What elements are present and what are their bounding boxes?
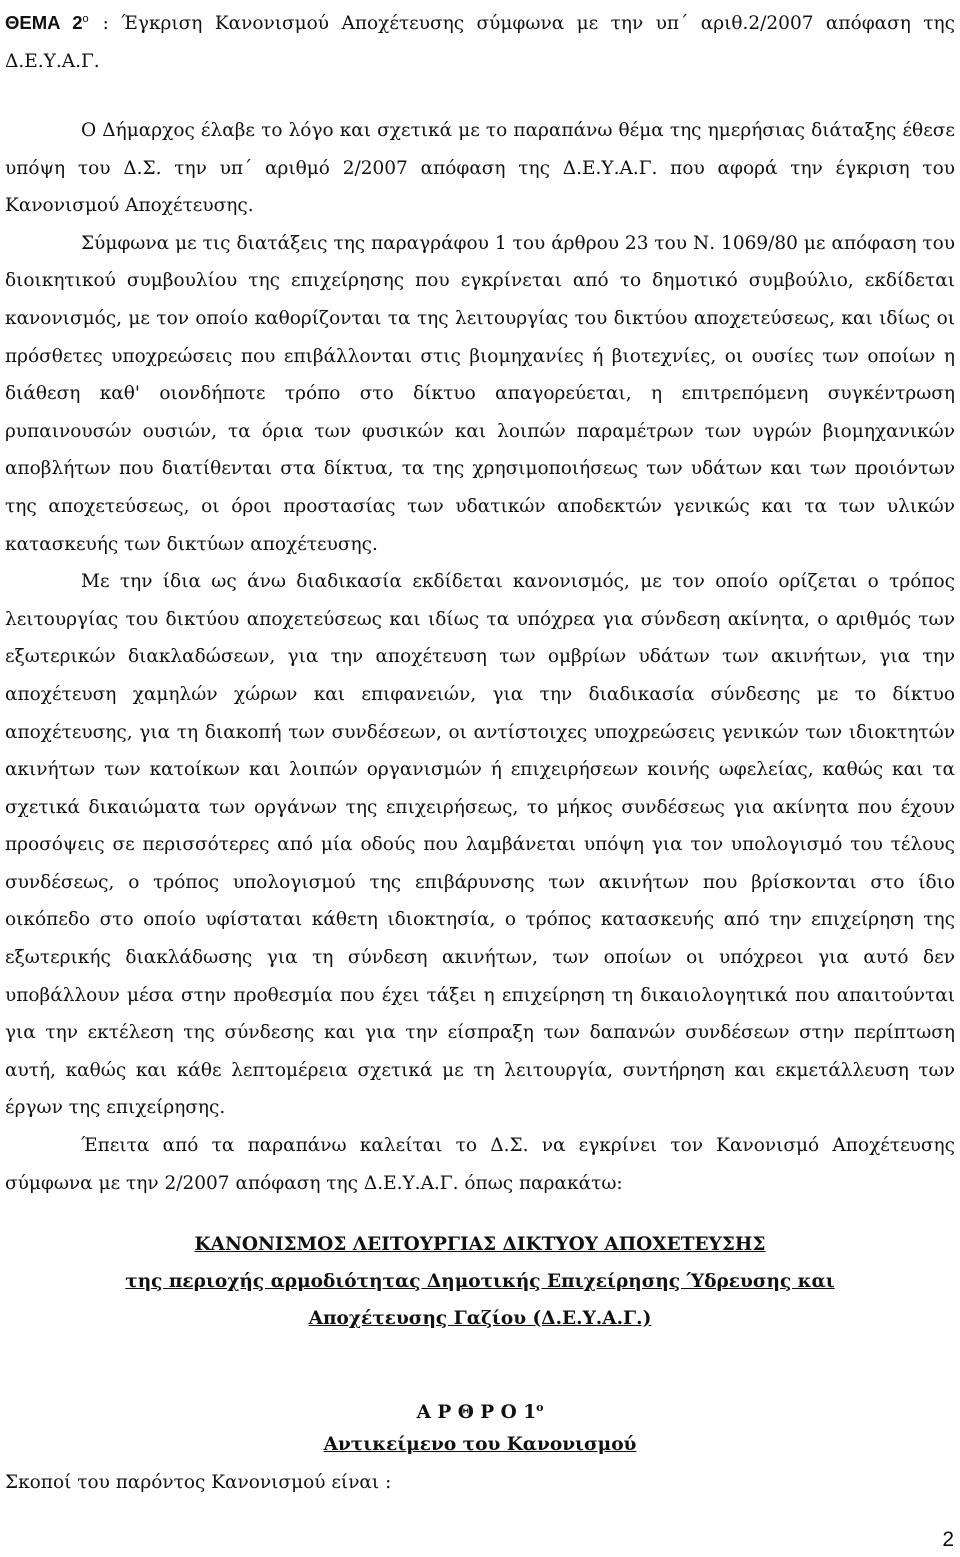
- paragraph-approval: Έπειτα από τα παραπάνω καλείται το Δ.Σ. να εγκρίνει τον Κανονισμό Αποχέτευσης σύμφωνα με την 2/2007 απόφαση της Δ.Ε.Υ.Α.Γ. όπως παρακάτω:: [5, 1135, 955, 1194]
- topic-text: : Έγκριση Κανονισμού Αποχέτευσης σύμφωνα με την υπ΄ αριθ.2/2007 απόφαση της Δ.Ε.Υ.Α.Γ.: [5, 13, 955, 73]
- article-number: Α Ρ Θ Ρ Ο $1^o$: [416, 1401, 544, 1424]
- topic-header: [5, 0, 955, 81]
- paragraph-procedure: Με την ίδια ως άνω διαδικασία εκδίδεται κανονισμός, με τον οποίο ορίζεται ο τρόπος λειτουργίας του δικτύου αποχετεύσεως και ιδίως τα υπόχρεα για σύνδεση ακίνητα, ο αριθμός των εξωτερικών διακλαδώσεων, για την αποχέτευση των ομβρίων υδάτων των ακινήτων, για την αποχέτευση χαμηλών χώρων και επιφανειών, για την διαδικασία σύνδεσης με το δίκτυο αποχέτευσης, για τη διακοπή των συνδέσεων, οι αντίστοιχες υποχρεώσεις γενικών των ιδιοκτητών ακινήτων των κατοίκων και λοιπών οργανισμών ή επιχειρήσεων κοινής ωφελείας, καθώς και τα σχετικά δικαιώματα των οργάνων της επιχειρήσεως, το μήκος συνδέσεως για ακίνητα που έχουν προσόψεις σε περισσότερες από μία οδούς που λαμβάνεται υπόψη για τον υπολογισμό του τέλους συνδέσεως, ο τρόπος υπολογισμού της επιβάρυνσης των ακινήτων που βρίσκονται στο ίδιο οικόπεδο στο οποίο υφίσταται κάθετη ιδιοκτησία, ο τρόπος κατασκευής από την επιχείρηση της εξωτερικής διακλάδωσης για τη σύνδεση ακινήτων, των οποίων οι υπόχρεοι για αυτό δεν υποβάλλουν μέσα στην προθεσμία που έχει τάξει η επιχείρηση τη δικαιολογητικά που απαιτούνται για την εκτέλεση της σύνδεσης και για την είσπραξη των δαπανών συνδέσεων στην περίπτωση αυτή, καθώς και κάθε λεπτομέρεια σχετικά με τη λειτουργία, συντήρηση και εκμετάλλευση των έργων της επιχείρησης.: [5, 571, 955, 1119]
- page-number: 2: [942, 1528, 954, 1551]
- purpose-line: Σκοπoί του παρόντος Κανονισμού είναι :: [5, 1472, 392, 1493]
- body-text: [5, 112, 955, 1202]
- regulation-subtitle-line1: της περιοχής αρμοδιότητας Δημοτικής Επιχείρησης Ύδρευσης και: [125, 1271, 835, 1292]
- regulation-subtitle-line2: Αποχέτευσης Γαζίου (Δ.Ε.Υ.Α.Γ.): [308, 1308, 652, 1329]
- paragraph-legal-basis: Σύμφωνα με τις διατάξεις της παραγράφου 1 του άρθρου 23 του Ν. 1069/80 με απόφαση του διοικητικού συμβουλίου της επιχείρησης που εγκρίνεται από το δημοτικό συμβούλιο, εκδίδεται κανονισμός, με τον οποίο καθορίζονται τα της λειτουργίας του δικτύου αποχετεύσεως, και ιδίως οι πρόσθετες υποχρεώσεις που επιβάλλονται στις βιομηχανίες ή βιοτεχνίες, οι ουσίες των οποίων η διάθεση καθ' οιονδήποτε τρόπο στο δίκτυο απαγορεύεται, η επιτρεπόμενη συγκέντρωση ρυπαινουσών ουσιών, τα όρια των φυσικών και λοιπών παραμέτρων των υγρών βιομηχανικών αποβλήτων που διατίθενται στα δίκτυα, τα της χρησιμοποιήσεως των υδάτων και των προιόντων της αποχετεύσεως, οι όροι προστασίας των υδατικών αποδεκτών γενικώς και τα των υλικών κατασκευής των δικτύων αποχέτευσης.: [5, 232, 955, 555]
- paragraph-intro: Ο Δήμαρχος έλαβε το λόγο και σχετικά με το παραπάνω θέμα της ημερήσιας διάταξης έθεσε υπόψη του Δ.Σ. την υπ΄ αριθμό 2/2007 απόφαση της Δ.Ε.Υ.Α.Γ. που αφορά την έγκριση του Κανονισμού Αποχέτευσης.: [5, 120, 955, 217]
- regulation-title: ΚΑΝΟΝΙΣΜΟΣ ΛΕΙΤΟΥΡΓΙΑΣ ΔΙΚΤΥΟΥ ΑΠΟΧΕΤΕΥΣΗΣ: [194, 1234, 766, 1255]
- article-title: Αντικείμενο του Κανονισμού: [323, 1434, 637, 1455]
- topic-label: ΘΕΜΑ $2^o$: [5, 12, 89, 34]
